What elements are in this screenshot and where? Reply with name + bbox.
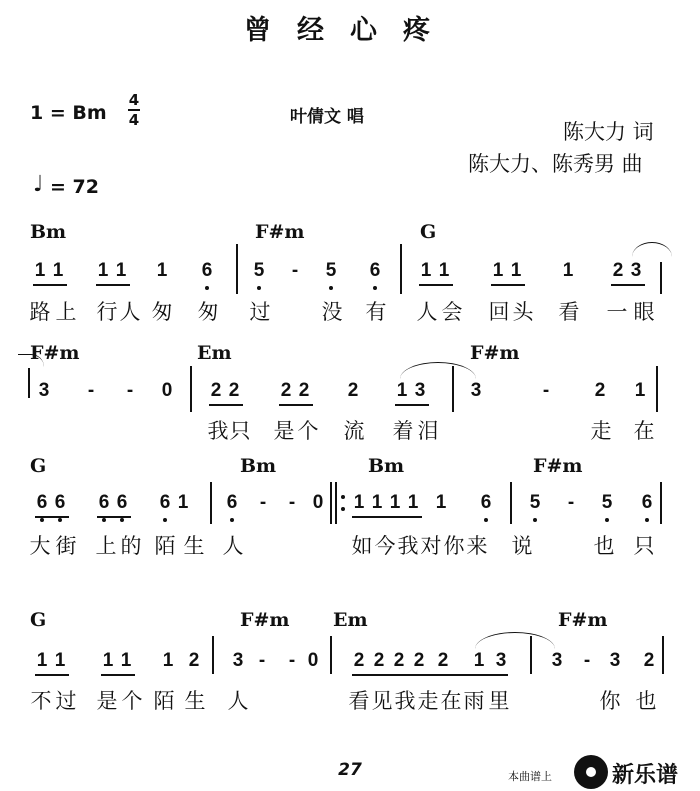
note-dash: - xyxy=(583,650,591,671)
time-signature-bottom: 4 xyxy=(128,111,140,129)
bar-line xyxy=(28,368,30,398)
lyric-char: 行 xyxy=(96,300,118,324)
bar-line xyxy=(400,244,402,294)
note: 6 xyxy=(223,492,241,514)
note: 3 xyxy=(38,380,50,401)
note: 2 xyxy=(228,380,240,401)
lyric-char: 你 xyxy=(443,534,465,558)
note: 5 xyxy=(250,260,268,282)
bar-line xyxy=(660,482,662,524)
note: 1 xyxy=(34,260,46,281)
lyric-char: 只 xyxy=(633,534,655,558)
note: 2 xyxy=(643,650,655,671)
lyric-char: 大 xyxy=(29,534,51,558)
note: 2 xyxy=(347,380,359,401)
chord-label: G xyxy=(420,221,437,243)
beam xyxy=(611,284,645,286)
chord-label: G xyxy=(30,609,47,631)
note: 1 xyxy=(420,260,432,281)
lyric-char: 泪 xyxy=(417,419,439,443)
lyric-char: 人 xyxy=(119,300,141,324)
note: 1 xyxy=(36,650,48,671)
beam xyxy=(352,674,508,676)
note: 1 xyxy=(510,260,522,281)
chord-label: F#m xyxy=(533,455,583,477)
lyric-char: 人 xyxy=(222,534,244,558)
beam xyxy=(101,674,135,676)
note: 6 xyxy=(113,492,131,514)
note: 1 xyxy=(54,650,66,671)
note: 5 xyxy=(526,492,544,514)
note: 1 xyxy=(162,650,174,671)
chord-label: Em xyxy=(333,609,368,631)
lyric-char: 上 xyxy=(95,534,117,558)
page-number: 27 xyxy=(338,760,362,780)
beam xyxy=(35,674,69,676)
note: 1 xyxy=(396,380,408,401)
bar-line xyxy=(212,636,214,674)
lyric-char: 回 xyxy=(488,300,510,324)
lyric-char: 生 xyxy=(183,534,205,558)
lyric-char: 上 xyxy=(55,300,77,324)
lyric-char: 流 xyxy=(343,419,365,443)
note: 2 xyxy=(210,380,222,401)
key-signature: 1 = Bm xyxy=(30,102,107,124)
lyric-char: 只 xyxy=(229,419,251,443)
lyric-char: 也 xyxy=(593,534,615,558)
chord-label: Bm xyxy=(368,455,405,477)
lyric-char: 说 xyxy=(511,534,533,558)
lyric-char: 过 xyxy=(249,300,271,324)
note-dash: - xyxy=(567,492,575,513)
note: 5 xyxy=(598,492,616,514)
note-dash: - xyxy=(288,650,296,671)
note: 2 xyxy=(437,650,449,671)
lyric-char: 来 xyxy=(466,534,488,558)
note: 6 xyxy=(638,492,656,514)
bar-line xyxy=(660,262,662,294)
tie xyxy=(632,242,672,257)
beam xyxy=(491,284,525,286)
singer-credit: 叶倩文 唱 xyxy=(290,107,364,127)
lyric-char: 走 xyxy=(417,689,439,713)
bar-line xyxy=(510,482,512,524)
lyric-char: 匆 xyxy=(197,300,219,324)
note: 6 xyxy=(33,492,51,514)
lyric-char: 眼 xyxy=(633,300,655,324)
lyric-char: 我 xyxy=(207,419,229,443)
note: 3 xyxy=(551,650,563,671)
chord-label: F#m xyxy=(558,609,608,631)
tie xyxy=(475,632,555,649)
lyric-char: 你 xyxy=(599,689,621,713)
lyric-char: 是 xyxy=(273,419,295,443)
lyric-char: 对 xyxy=(420,534,442,558)
beam xyxy=(395,404,429,406)
lyric-char: 在 xyxy=(440,689,462,713)
note: 3 xyxy=(470,380,482,401)
note-dash: - xyxy=(126,380,134,401)
chord-label: Bm xyxy=(240,455,277,477)
time-signature xyxy=(128,92,140,128)
lyric-char: 在 xyxy=(633,419,655,443)
lyric-char: 陌 xyxy=(153,689,175,713)
tempo: = 72 xyxy=(50,176,99,198)
lyric-char: 匆 xyxy=(151,300,173,324)
bar-line xyxy=(330,482,332,524)
note: 3 xyxy=(232,650,244,671)
beam xyxy=(33,284,67,286)
bar-line xyxy=(656,366,658,412)
lyric-char: 会 xyxy=(441,300,463,324)
repeat-bar-line xyxy=(335,482,337,524)
vinyl-record-icon xyxy=(574,755,608,789)
lyric-char: 头 xyxy=(512,300,534,324)
note: 1 xyxy=(120,650,132,671)
chord-label: F#m xyxy=(470,342,520,364)
note-rest: 0 xyxy=(312,492,324,513)
song-title: 曾经心疼 xyxy=(244,15,456,46)
lyric-char: 着 xyxy=(392,419,414,443)
repeat-dot xyxy=(341,495,345,499)
note: 2 xyxy=(373,650,385,671)
note: 1 xyxy=(115,260,127,281)
lyric-char: 的 xyxy=(120,534,142,558)
note: 1 xyxy=(371,492,383,513)
lyric-char: 看 xyxy=(348,689,370,713)
note: 1 xyxy=(562,260,574,281)
lyric-char: 雨 xyxy=(463,689,485,713)
note: 1 xyxy=(473,650,485,671)
note: 1 xyxy=(634,380,646,401)
lyric-char: 个 xyxy=(121,689,143,713)
note: 1 xyxy=(52,260,64,281)
bar-line xyxy=(530,636,532,674)
composer-credit: 陈大力、陈秀男 曲 xyxy=(468,152,643,176)
quarter-note-icon: ♩ xyxy=(33,172,44,197)
lyricist-credit: 陈大力 词 xyxy=(563,120,654,144)
note: 1 xyxy=(407,492,419,513)
bar-line xyxy=(190,366,192,412)
note: 6 xyxy=(156,492,174,514)
note: 3 xyxy=(630,260,642,281)
lyric-char: 生 xyxy=(184,689,206,713)
note: 6 xyxy=(95,492,113,514)
repeat-dot xyxy=(341,507,345,511)
beam xyxy=(279,404,313,406)
note: 1 xyxy=(177,492,189,513)
lyric-char: 一 xyxy=(606,300,628,324)
lyric-char: 是 xyxy=(96,689,118,713)
note: 2 xyxy=(594,380,606,401)
lyric-char: 如 xyxy=(351,534,373,558)
beam xyxy=(419,284,453,286)
beam xyxy=(96,284,130,286)
note-dash: - xyxy=(288,492,296,513)
note-rest: 0 xyxy=(161,380,173,401)
bar-line xyxy=(452,366,454,412)
lyric-char: 有 xyxy=(365,300,387,324)
note: 5 xyxy=(322,260,340,282)
brand-name: 新乐谱 xyxy=(612,763,679,788)
note-rest: 0 xyxy=(307,650,319,671)
note: 1 xyxy=(492,260,504,281)
lyric-char: 我 xyxy=(397,534,419,558)
chord-label: Em xyxy=(197,342,232,364)
time-signature-top: 4 xyxy=(128,91,140,109)
note: 2 xyxy=(188,650,200,671)
lyric-char: 没 xyxy=(321,300,343,324)
bar-line xyxy=(210,482,212,524)
chord-label: G xyxy=(30,455,47,477)
note: 6 xyxy=(366,260,384,282)
lyric-char: 路 xyxy=(29,300,51,324)
lyric-char: 看 xyxy=(558,300,580,324)
note: 1 xyxy=(156,260,168,281)
note: 2 xyxy=(413,650,425,671)
note: 2 xyxy=(298,380,310,401)
lyric-char: 走 xyxy=(590,419,612,443)
lyric-char: 里 xyxy=(488,689,510,713)
lyric-char: 我 xyxy=(394,689,416,713)
lyric-char: 过 xyxy=(55,689,77,713)
lyric-char: 陌 xyxy=(154,534,176,558)
note-dash: - xyxy=(258,650,266,671)
note: 1 xyxy=(97,260,109,281)
chord-label: F#m xyxy=(30,342,80,364)
note-dash: - xyxy=(291,260,299,281)
chord-label: Bm xyxy=(30,221,67,243)
lyric-char: 见 xyxy=(371,689,393,713)
beam xyxy=(35,516,69,518)
note: 6 xyxy=(198,260,216,282)
note: 2 xyxy=(393,650,405,671)
brand-note: 本曲谱上 xyxy=(508,770,552,783)
bar-line xyxy=(662,636,664,674)
note: 2 xyxy=(612,260,624,281)
lyric-char: 不 xyxy=(30,689,52,713)
bar-line xyxy=(330,636,332,674)
lyric-char: 也 xyxy=(635,689,657,713)
note: 3 xyxy=(414,380,426,401)
note: 6 xyxy=(51,492,69,514)
note: 2 xyxy=(353,650,365,671)
lyric-char: 人 xyxy=(416,300,438,324)
lyric-char: 今 xyxy=(374,534,396,558)
lyric-char: 个 xyxy=(297,419,319,443)
note: 1 xyxy=(353,492,365,513)
note: 3 xyxy=(495,650,507,671)
bar-line xyxy=(236,244,238,294)
note: 2 xyxy=(280,380,292,401)
note: 1 xyxy=(438,260,450,281)
note: 6 xyxy=(477,492,495,514)
chord-label: F#m xyxy=(240,609,290,631)
note-dash: - xyxy=(259,492,267,513)
lyric-char: 人 xyxy=(227,689,249,713)
beam xyxy=(352,516,422,518)
beam xyxy=(97,516,131,518)
lyric-char: 街 xyxy=(55,534,77,558)
tie xyxy=(400,362,476,379)
note: 1 xyxy=(435,492,447,513)
note: 1 xyxy=(389,492,401,513)
beam xyxy=(209,404,243,406)
note: 1 xyxy=(102,650,114,671)
note-dash: - xyxy=(542,380,550,401)
note: 3 xyxy=(609,650,621,671)
note-dash: - xyxy=(87,380,95,401)
chord-label: F#m xyxy=(255,221,305,243)
